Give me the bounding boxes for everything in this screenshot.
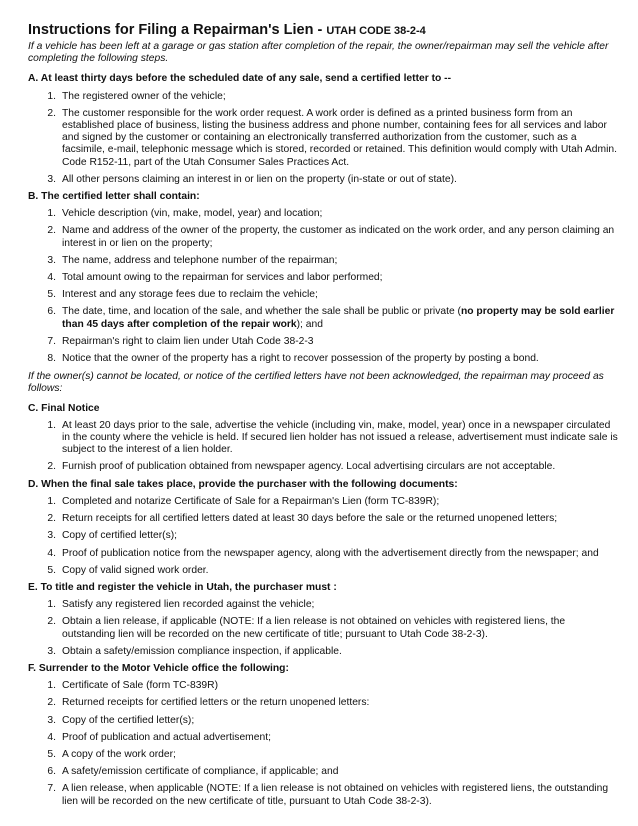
item-text: Returned receipts for certified letters or the return unopened letters:: [62, 697, 370, 709]
item-number: 2.: [47, 225, 56, 237]
item-number: 3.: [47, 645, 56, 657]
list-item: [22, 548, 618, 560]
list-item: [22, 461, 618, 473]
list-item: [22, 336, 618, 348]
list-item: [22, 680, 618, 692]
item-number: 2.: [47, 513, 56, 525]
item-text: A lien release, when applicable (NOTE: If a lien release is not obtained on vehicles with registered liens, the outstanding lien will be recorded on the new certificate of title, pursuant to Utah Code 38-2-3).: [62, 783, 609, 807]
item-text: Proof of publication notice from the newspaper agency, along with the advertisement directly from the newspaper; and: [62, 547, 599, 559]
section-f-list: [22, 680, 618, 808]
section-c-heading: C. Final Notice: [28, 402, 100, 414]
item-number: 4.: [47, 731, 56, 743]
list-item: [22, 353, 618, 365]
item-text: Copy of valid signed work order.: [62, 564, 209, 576]
owner-not-located-note: If the owner(s) cannot be located, or notice of the certified letters have not been acknowledged, the repairman may proceed as follows:: [28, 371, 604, 395]
section-e-heading: E. To title and register the vehicle in Utah, the purchaser must :: [28, 581, 337, 593]
item-number: 2.: [47, 697, 56, 709]
item-number: 2.: [47, 107, 56, 119]
item-text-part: ); and: [296, 318, 323, 330]
section-e-list: [22, 599, 618, 658]
list-item: [22, 599, 618, 611]
section-a: [22, 73, 618, 186]
list-item: [22, 496, 618, 508]
item-text: Obtain a lien release, if applicable (NOTE: If a lien release is not obtained on vehicles with registered liens, the outstanding lien will be recorded on the new certificate of title; pursuant to Utah Code 38-2-3).: [62, 616, 566, 640]
item-text: At least 20 days prior to the sale, advertise the vehicle (including vin, make, model, year) once in a newspaper circulated in the county where the vehicle is held. If secured lien holder has not issued a release, advertisement must indicate sale is subject to the interest of a lien holder.: [62, 419, 618, 456]
section-c-list: [22, 420, 618, 474]
item-number: 7.: [47, 335, 56, 347]
item-number: 3.: [47, 714, 56, 726]
item-number: 4.: [47, 547, 56, 559]
item-text: Copy of certified letter(s);: [62, 530, 178, 542]
item-text: Certificate of Sale (form TC-839R): [62, 680, 219, 692]
section-f-heading: F. Surrender to the Motor Vehicle office the following:: [28, 662, 289, 674]
list-item: [22, 732, 618, 744]
item-text: The customer responsible for the work order request. A work order is defined as a printed business form from an established place of business, listing the business address and phone number, containing fees for all services and labor and signed by the customer or containing an electronically transferred authorization from the customer, such as a facsimile, e-mail, telephonic message which is stored, recorded or retained. This definition would comply with Utah Admin. Code R152-11, part of the Utah Consumer Sales Practices Act.: [62, 107, 617, 168]
section-d: [22, 479, 618, 577]
list-item: [22, 272, 618, 284]
item-number: 8.: [47, 353, 56, 365]
list-item: [22, 766, 618, 778]
section-b: [22, 191, 618, 365]
section-b-heading: B. The certified letter shall contain:: [28, 191, 200, 203]
list-item: [22, 715, 618, 727]
item-text: Completed and notarize Certificate of Sale for a Repairman's Lien (form TC-839R);: [62, 495, 440, 507]
item-number: 1.: [47, 419, 56, 431]
item-text: Obtain a safety/emission compliance inspection, if applicable.: [62, 645, 342, 657]
section-b-list: [22, 208, 618, 365]
item-number: 2.: [47, 616, 56, 628]
item-text-part: The date, time, and location of the sale, and whether the sale shall be public or private (: [62, 306, 461, 318]
list-item: [22, 255, 618, 267]
item-number: 2.: [47, 461, 56, 473]
item-text-bold: no property may be sold earlier than 45 days after completion of the repair work: [62, 306, 615, 330]
document-title: [28, 22, 618, 40]
item-number: 4.: [47, 272, 56, 284]
item-number: 5.: [47, 748, 56, 760]
intro-text: If a vehicle has been left at a garage or gas station after completion of the repair, the owner/repairman may sell the vehicle after completing the following steps.: [28, 41, 609, 65]
section-a-heading: A. At least thirty days before the scheduled date of any sale, send a certified letter to --: [28, 73, 452, 85]
item-number: 1.: [47, 680, 56, 692]
item-number: 1.: [47, 495, 56, 507]
item-text: A copy of the work order;: [62, 748, 176, 760]
item-text: Copy of the certified letter(s);: [62, 714, 195, 726]
section-c: [22, 403, 618, 474]
list-item: [22, 108, 618, 169]
item-text: The registered owner of the vehicle;: [62, 90, 226, 102]
item-text: [62, 306, 618, 330]
item-text: Proof of publication and actual advertisement;: [62, 731, 271, 743]
item-number: 6.: [47, 306, 56, 318]
title-main: Instructions for Filing a Repairman's Lien -: [28, 22, 327, 38]
item-number: 1.: [47, 208, 56, 220]
item-number: 3.: [47, 254, 56, 266]
section-f: [22, 663, 618, 808]
item-text: Vehicle description (vin, make, model, year) and location;: [62, 208, 323, 220]
title-code: UTAH CODE 38-2-4: [326, 25, 426, 37]
list-item: [22, 783, 618, 807]
item-number: 3.: [47, 530, 56, 542]
list-item: [22, 225, 618, 249]
section-a-list: [22, 91, 618, 186]
item-text: All other persons claiming an interest in or lien on the property (in-state or out of state).: [62, 173, 457, 185]
list-item: [22, 513, 618, 525]
section-d-list: [22, 496, 618, 577]
list-item: [22, 565, 618, 577]
list-item: [22, 91, 618, 103]
list-item: [22, 306, 618, 330]
item-number: 6.: [47, 766, 56, 778]
item-text: Return receipts for all certified letters dated at least 30 days before the sale or the returned unopened letters;: [62, 513, 558, 525]
item-text: Total amount owing to the repairman for services and labor performed;: [62, 272, 383, 284]
item-number: 7.: [47, 783, 56, 795]
item-text: Name and address of the owner of the property, the customer as indicated on the work order, and any person claiming an interest in or lien on the property;: [62, 225, 615, 249]
item-text: Furnish proof of publication obtained from newspaper agency. Local advertising circulars are not acceptable.: [62, 461, 556, 473]
section-e: [22, 582, 618, 658]
item-text: Notice that the owner of the property has a right to recover possession of the property by posting a bond.: [62, 353, 539, 365]
item-number: 5.: [47, 564, 56, 576]
item-number: 5.: [47, 289, 56, 301]
list-item: [22, 646, 618, 658]
list-item: [22, 174, 618, 186]
item-text: Interest and any storage fees due to reclaim the vehicle;: [62, 289, 318, 301]
list-item: [22, 616, 618, 640]
list-item: [22, 749, 618, 761]
list-item: [22, 208, 618, 220]
item-number: 1.: [47, 90, 56, 102]
section-d-heading: D. When the final sale takes place, provide the purchaser with the following documents:: [28, 478, 458, 490]
item-number: 1.: [47, 599, 56, 611]
item-number: 3.: [47, 173, 56, 185]
item-text: Satisfy any registered lien recorded against the vehicle;: [62, 599, 315, 611]
list-item: [22, 289, 618, 301]
item-text: The name, address and telephone number of the repairman;: [62, 254, 338, 266]
item-text: Repairman's right to claim lien under Utah Code 38-2-3: [62, 335, 314, 347]
item-text: A safety/emission certificate of compliance, if applicable; and: [62, 766, 339, 778]
list-item: [22, 530, 618, 542]
list-item: [22, 420, 618, 457]
list-item: [22, 697, 618, 709]
